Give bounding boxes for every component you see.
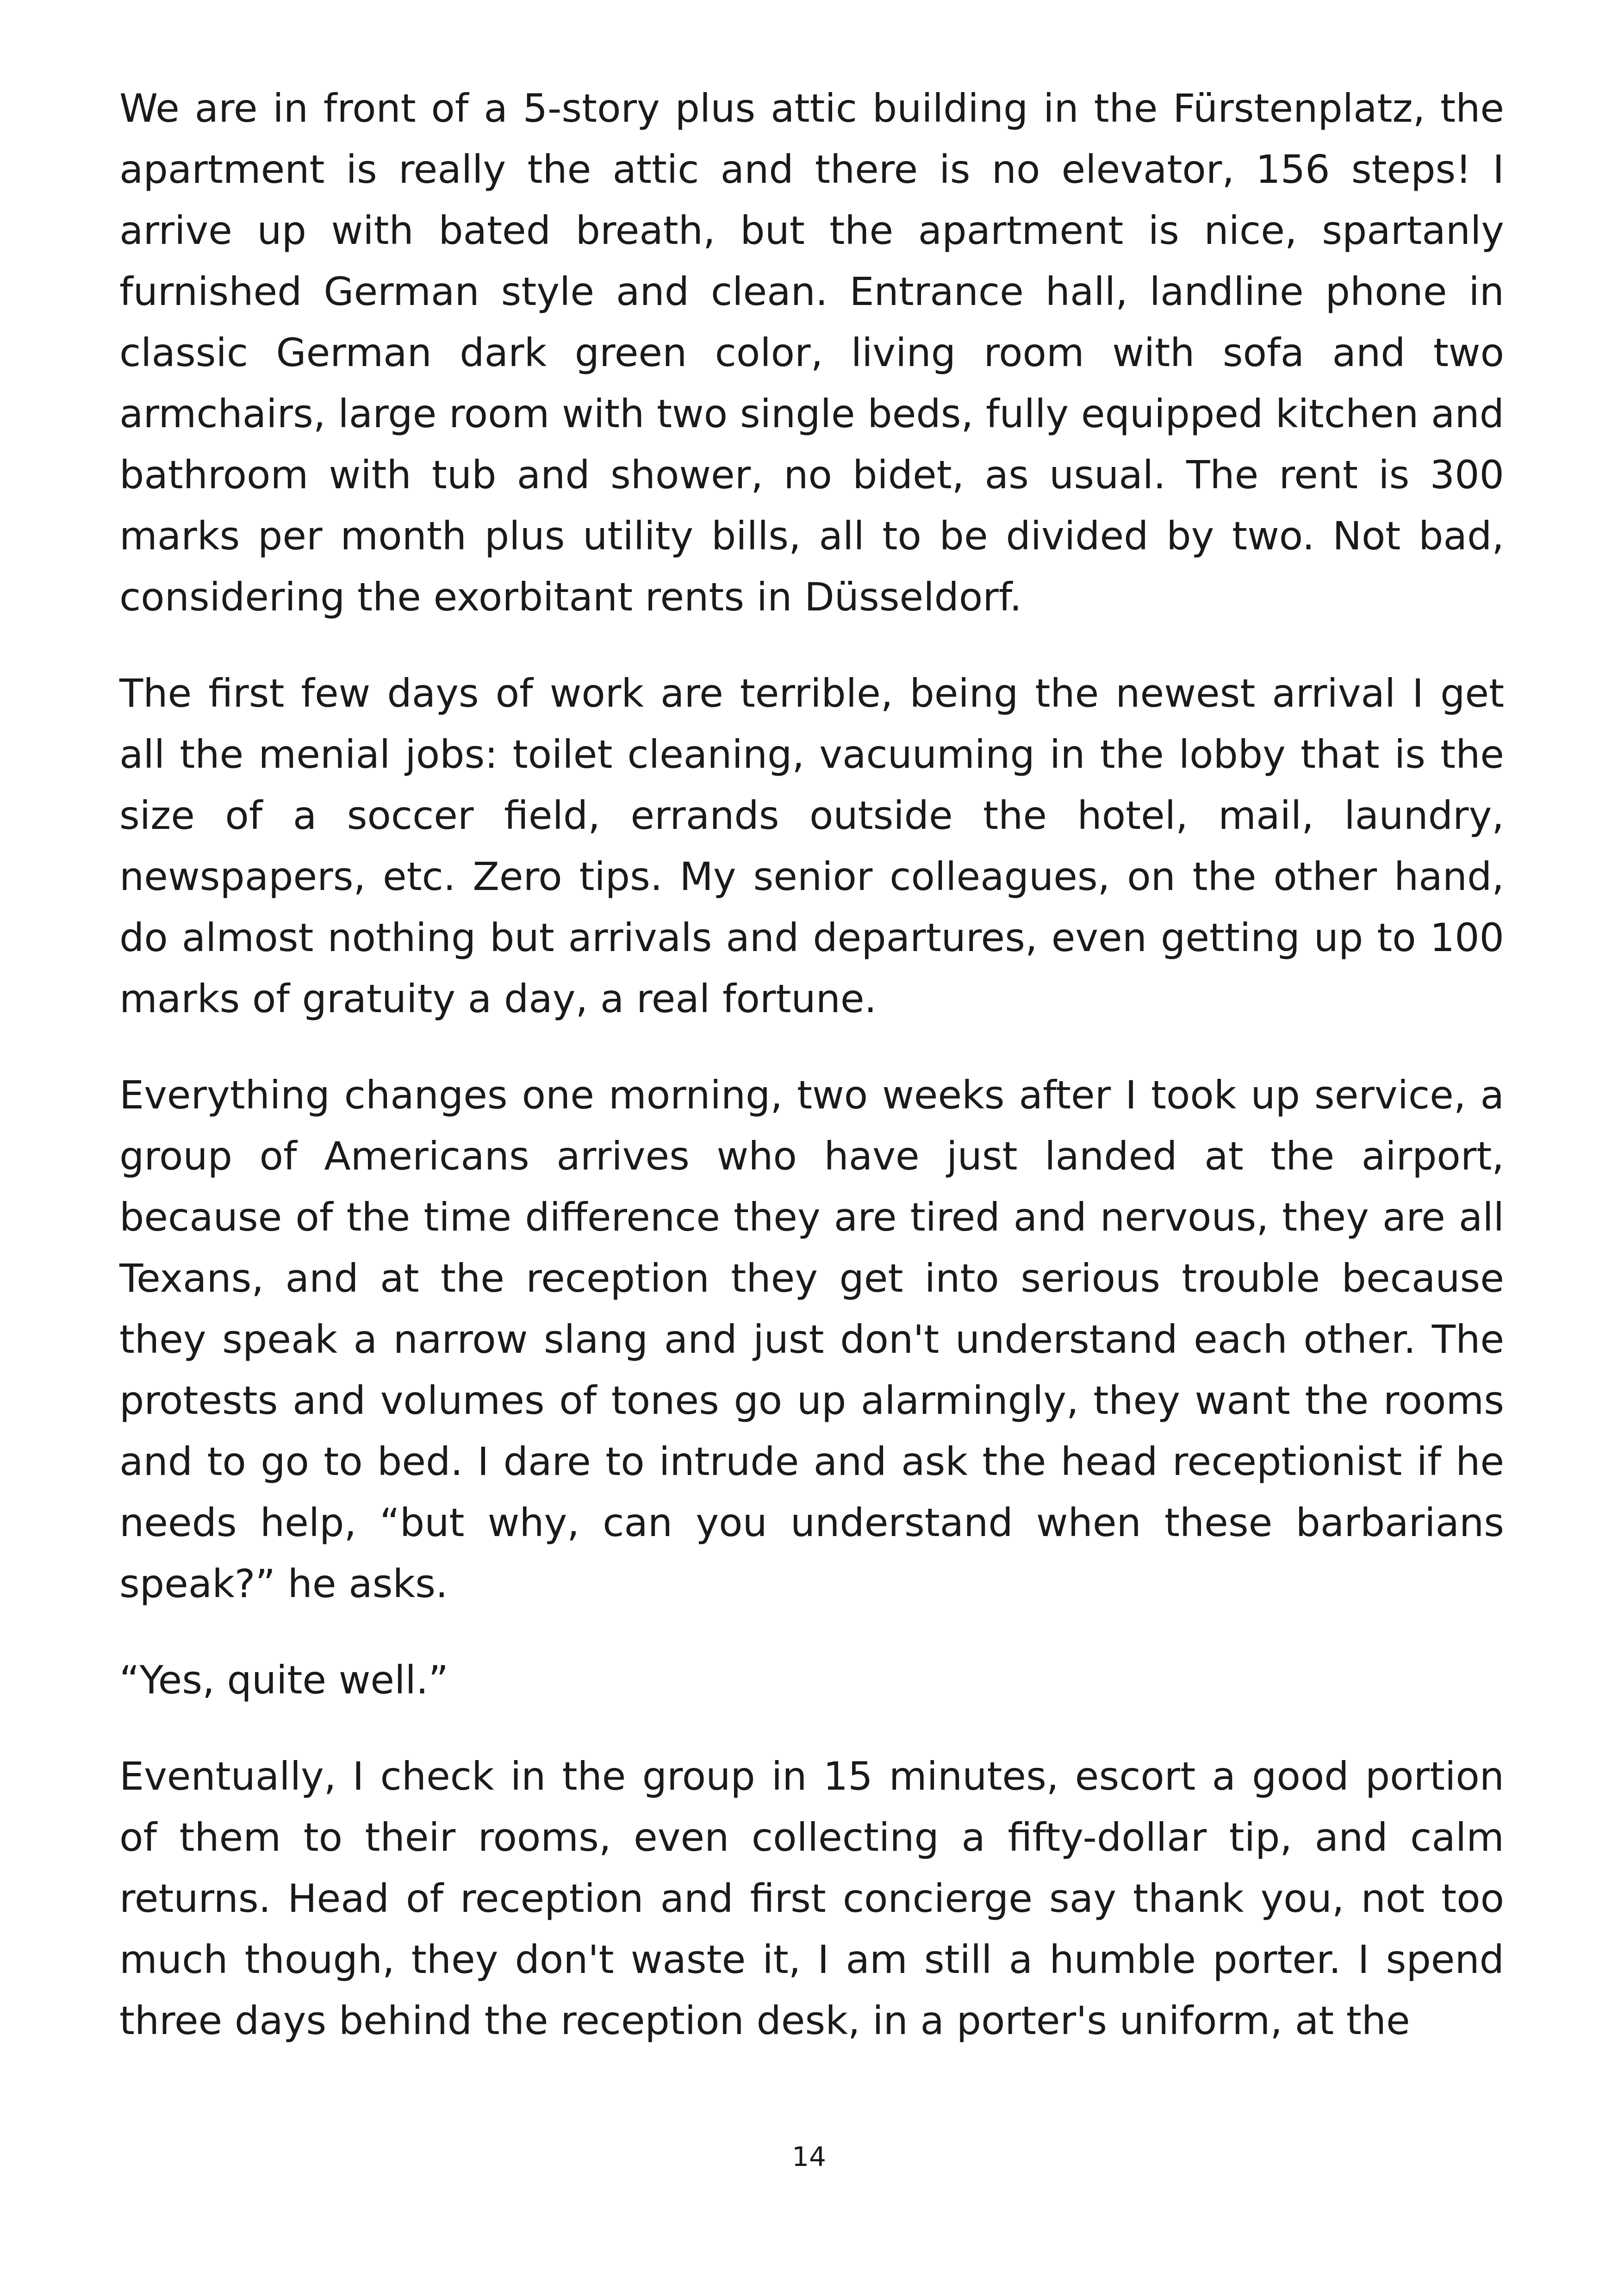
paragraph-4: “Yes, quite well.” [119,1657,449,1703]
paragraph-1: We are in front of a 5-story plus attic building in the Fürstenplatz, the apartment is really the attic and there is no elevator, 156 steps! I arrive up with bated breath, but the apartment is nice, spartanly furnished German style and clean. Entrance hall, landline phone in classic German dark green color, living room with sofa and two armchairs, large room with two single beds, fully equipped kitchen and bathroom with tub and shower, no bidet, as usual. The rent is 300 marks per month plus utility bills, all to be divided by two. Not bad, considering the exorbitant rents in Düsseldorf. [119,86,1504,620]
page-body [119,78,1504,2086]
paragraph-2: The first few days of work are terrible, being the newest arrival I get all the menial jobs: toilet cleaning, vacuuming in the lobby that is the size of a soccer field, errands outside the hotel, mail, laundry, newspapers, etc. Zero tips. My senior colleagues, on the other hand, do almost nothing but arrivals and departures, even getting up to 100 marks of gratuity a day, a real fortune. [119,671,1504,1021]
paragraph-5: Eventually, I check in the group in 15 minutes, escort a good portion of them to their rooms, even collecting a fifty-dollar tip, and calm returns. Head of reception and first concierge say thank you, not too much though, they don't waste it, I am still a humble porter. I spend three days behind the reception desk, in a porter's uniform, at the [119,1754,1504,2043]
paragraph-3: Everything changes one morning, two weeks after I took up service, a group of Americans arrives who have just landed at the airport, because of the time difference they are tired and nervous, they are all Texans, and at the reception they get into serious trouble because they speak a narrow slang and just don't understand each other. The protests and volumes of tones go up alarmingly, they want the rooms and to go to bed. I dare to intrude and ask the head receptionist if he needs help, “but why, can you understand when these barbarians speak?” he asks. [119,1072,1504,1606]
page-number: 14 [792,2141,826,2172]
